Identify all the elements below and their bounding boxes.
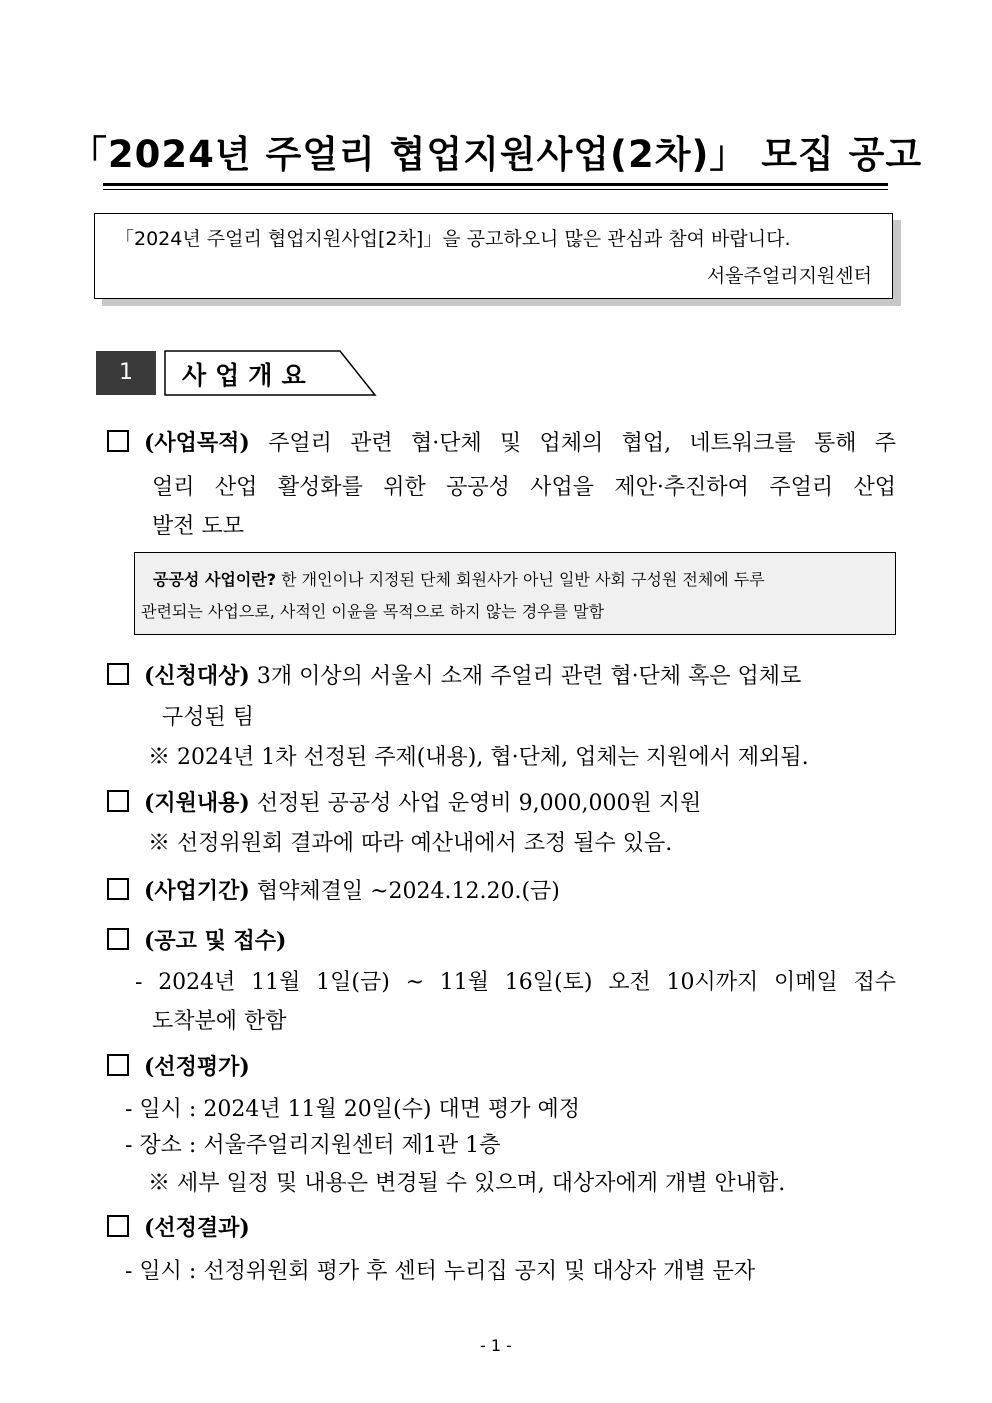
target-line-1 — [144, 659, 801, 690]
checkbox-icon — [107, 1215, 129, 1237]
definition-line-1 — [153, 567, 765, 590]
checkbox-icon — [107, 928, 129, 950]
notice-box — [94, 213, 893, 299]
target-text-1: 3개 이상의 서울시 소재 주얼리 관련 협·단체 혹은 업체로 — [256, 664, 802, 689]
title-rule-thick — [103, 183, 888, 186]
purpose-line-2: 얼리 산업 활성화를 위한 공공성 사업을 제안·추진하여 주얼리 산업 — [152, 475, 896, 500]
title-rule-thin — [103, 189, 888, 190]
evaluation-line-2: - 장소 : 서울주얼리지원센터 제1관 1층 — [125, 1133, 501, 1158]
purpose-line-1 — [144, 426, 896, 457]
application-line-2: 도착분에 한함 — [152, 1009, 287, 1034]
notice-text: 「2024년 주얼리 협업지원사업[2차]」을 공고하오니 많은 관심과 참여 바랍니다. — [115, 228, 791, 250]
purpose-line-3: 발전 도모 — [152, 514, 245, 539]
period-label: (사업기간) — [144, 878, 250, 904]
checkbox-icon — [107, 430, 129, 452]
page-number: - 1 - — [480, 1336, 512, 1355]
result-label: (선정결과) — [144, 1215, 250, 1241]
period-line-1 — [144, 874, 560, 905]
notice-org: 서울주얼리지원센터 — [706, 265, 872, 287]
evaluation-label: (선정평가) — [144, 1054, 250, 1080]
target-note: ※ 2024년 1차 선정된 주제(내용), 협·단체, 업체는 지원에서 제외됨. — [148, 745, 809, 770]
page-title: 「2024년 주얼리 협업지원사업(2차)」 모집 공고 — [69, 133, 923, 176]
checkbox-icon — [107, 663, 129, 685]
purpose-label: (사업목적) — [144, 430, 250, 456]
evaluation-line-1: - 일시 : 2024년 11월 20일(수) 대면 평가 예정 — [125, 1097, 580, 1122]
definition-term: 공공성 사업이란? — [153, 570, 277, 589]
support-line-1 — [144, 786, 701, 817]
application-label: (공고 및 접수) — [144, 928, 287, 954]
support-note: ※ 선정위원회 결과에 따라 예산내에서 조정 될수 있음. — [148, 831, 673, 856]
checkbox-icon — [107, 878, 129, 900]
target-line-2: 구성된 팀 — [162, 705, 255, 730]
definition-line-2: 관련되는 사업으로, 사적인 이윤을 목적으로 하지 않는 경우를 말함 — [141, 602, 605, 621]
definition-box — [134, 552, 896, 635]
purpose-text-1: 주얼리 관련 협·단체 및 업체의 협업, 네트워크를 통해 주 — [268, 431, 896, 456]
application-line-1: - 2024년 11월 1일(금) ~ 11월 16일(토) 오전 10시까지 이메일 접수 — [135, 970, 896, 995]
result-line-1: - 일시 : 선정위원회 평가 후 센터 누리집 공지 및 대상자 개별 문자 — [125, 1259, 756, 1284]
target-label: (신청대상) — [144, 663, 250, 689]
definition-text-1: 한 개인이나 지정된 단체 회원사가 아닌 일반 사회 구성원 전체에 두루 — [276, 570, 765, 589]
period-text-1: 협약체결일 ~2024.12.20.(금) — [256, 879, 560, 904]
section-number: 1 — [96, 351, 156, 395]
checkbox-icon — [107, 790, 129, 812]
checkbox-icon — [107, 1054, 129, 1076]
section-title-tab — [164, 350, 379, 396]
support-label: (지원내용) — [144, 790, 250, 816]
evaluation-note: ※ 세부 일정 및 내용은 변경될 수 있으며, 대상자에게 개별 안내함. — [148, 1171, 786, 1196]
section-title: 사업개요 — [182, 361, 315, 390]
support-text-1: 선정된 공공성 사업 운영비 9,000,000원 지원 — [256, 791, 702, 816]
